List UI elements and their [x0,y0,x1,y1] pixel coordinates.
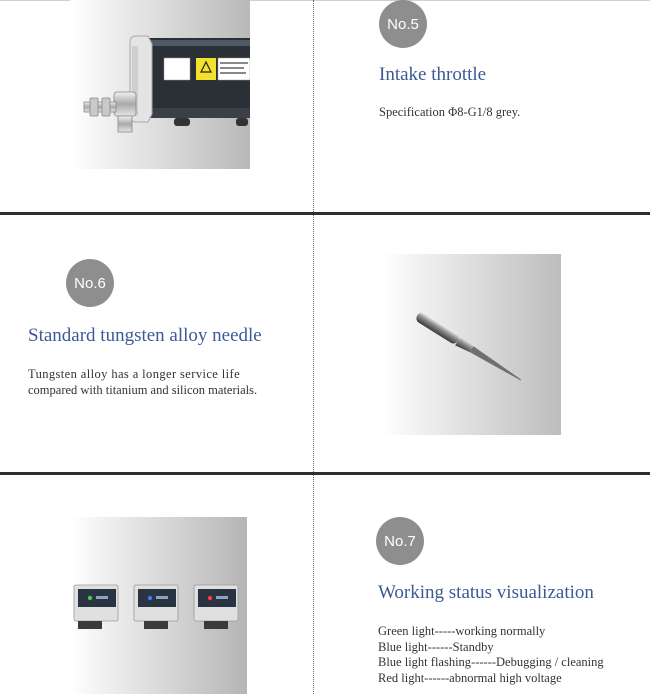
status-lights-photo [70,517,247,694]
section-title: Intake throttle [379,64,487,85]
section-divider [0,472,650,475]
description-line: Blue light------Standby [378,639,494,654]
description-line: Specification Φ8-G1/8 grey. [379,105,521,119]
intake-throttle-photo [70,0,250,169]
description-line: Tungsten alloy has a longer service life [28,367,241,381]
description-line: compared with titanium and silicon materials. [28,382,258,397]
section-number: No.7 [384,532,416,550]
section-title: Standard tungsten alloy needle [28,325,262,346]
description-line: Green light-----working normally [378,624,546,638]
description-line: Red light------abnormal high voltage [378,670,562,685]
section-description [379,105,520,121]
description-line: Blue light flashing------Debugging / cleaning [378,655,604,669]
section-number-badge [376,517,424,565]
center-dotted-divider [313,0,314,694]
section-number: No.5 [387,15,419,33]
tungsten-needle-photo [381,254,561,435]
section-divider [0,212,650,215]
section-description [378,624,604,686]
section-description [28,367,257,398]
section-title: Working status visualization [378,582,594,603]
section-number: No.6 [74,274,106,292]
section-number-badge [66,259,114,307]
section-number-badge [379,0,427,48]
